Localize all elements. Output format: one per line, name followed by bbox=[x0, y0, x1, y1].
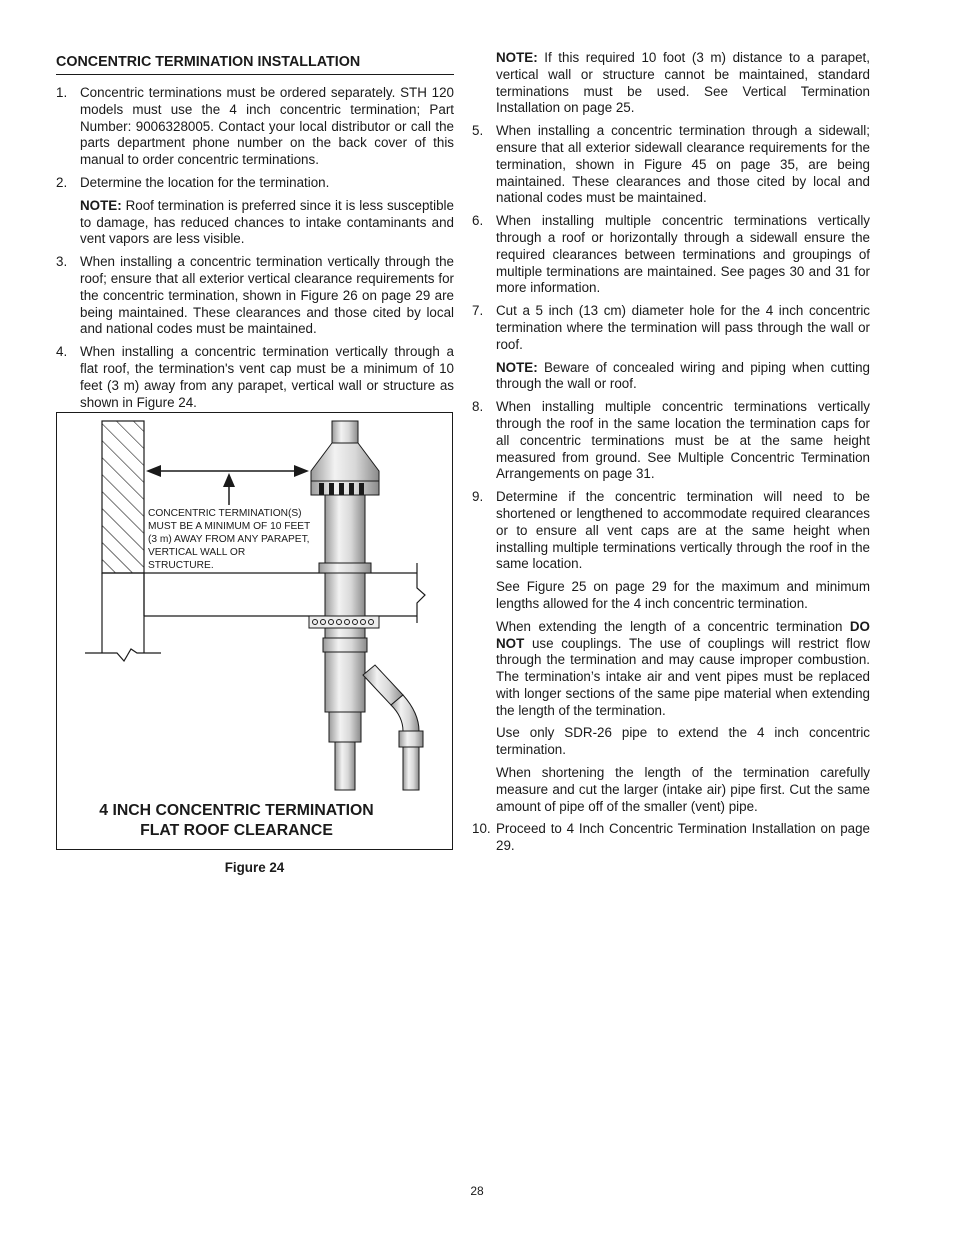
list-item-10 bbox=[472, 821, 870, 855]
list-number: 10. bbox=[472, 821, 491, 837]
list-item-4 bbox=[56, 344, 454, 411]
list-item-6 bbox=[472, 213, 870, 297]
roof-note bbox=[56, 198, 454, 248]
figure-caption bbox=[56, 860, 453, 877]
list-number: 5. bbox=[472, 123, 484, 139]
item9-paragraph-1: See Figure 25 on page 29 for the maximum and minimum lengths allowed for the 4 inch concentric termination. bbox=[496, 579, 870, 611]
item9-paragraph-4: When shortening the length of the termination carefully measure and cut the larger (intake air) pipe first. Cut the same amount of pipe off of the smaller (vent) pipe. bbox=[496, 765, 870, 814]
list-text: Concentric terminations must be ordered separately. STH 120 models must use the 4 inch concentric termination; Part Number: 9006328005. Contact your local distributor or call the parts department phone number on the back cover of this manual to order concentric terminations. bbox=[80, 85, 454, 168]
paragraph-text: use couplings. The use of couplings will restrict flow through the termination and may cause improper combustion. The termination’s intake air and vent pipes must be replaced with longer sections of the same pipe material when extending the length of the termination. bbox=[496, 635, 870, 718]
figure-title-line-2: FLAT ROOF CLEARANCE bbox=[140, 822, 333, 839]
left-column bbox=[56, 50, 454, 417]
callout-line: (3 m) AWAY FROM ANY PARAPET, bbox=[148, 534, 310, 545]
note-text: Beware of concealed wiring and piping when cutting through the wall or roof. bbox=[496, 359, 870, 392]
figure-title-line-1: 4 INCH CONCENTRIC TERMINATION bbox=[99, 802, 374, 819]
list-text: When installing a concentric termination through a sidewall; ensure that all exterior sidewall clearance requirements for the termination, shown in Figure 45 on page 35, are being maintained. These clearances and those cited by local and national codes must be maintained. bbox=[496, 123, 870, 206]
item9-paragraph-3: Use only SDR-26 pipe to extend the 4 inch concentric termination. bbox=[496, 725, 870, 758]
note-text: Roof termination is preferred since it is less susceptible to damage, has reduced chances to intake contaminants and vent vapors are less visible. bbox=[80, 197, 454, 247]
list-number: 9. bbox=[472, 489, 484, 505]
list-item-2 bbox=[56, 175, 454, 192]
list-text: Determine if the concentric termination will need to be shortened or lengthened to accommodate required clearances or to ensure all vent caps are at the same height when installing multiple terminations vertically through the roof in the same location. bbox=[496, 489, 870, 572]
distance-note bbox=[472, 50, 870, 117]
section-heading: CONCENTRIC TERMINATION INSTALLATION bbox=[56, 52, 454, 75]
list-number: 8. bbox=[472, 399, 484, 415]
list-item-5 bbox=[472, 123, 870, 207]
callout-line: VERTICAL WALL OR bbox=[148, 547, 246, 558]
callout-line: CONCENTRIC TERMINATION(S) bbox=[148, 508, 302, 519]
page-number: 28 bbox=[470, 1184, 484, 1198]
note-label: NOTE: bbox=[496, 359, 538, 375]
callout-line: MUST BE A MINIMUM OF 10 FEET bbox=[148, 521, 311, 532]
list-item-1 bbox=[56, 85, 454, 169]
note-label: NOTE: bbox=[496, 50, 538, 65]
list-number: 1. bbox=[56, 85, 68, 100]
list-item-9 bbox=[472, 489, 870, 573]
list-item-8 bbox=[472, 399, 870, 483]
list-number: 7. bbox=[472, 303, 484, 319]
callout-line: STRUCTURE. bbox=[148, 560, 214, 571]
concentric-termination-icon bbox=[309, 421, 423, 790]
flat-roof-clearance-diagram bbox=[57, 413, 454, 851]
right-column bbox=[472, 50, 870, 861]
paragraph-text: When extending the length of a concentric termination bbox=[496, 618, 843, 634]
clearance-callout bbox=[148, 507, 328, 572]
list-text: Cut a 5 inch (13 cm) diameter hole for the 4 inch concentric termination where the termination will pass through the wall or roof. bbox=[496, 303, 870, 352]
list-number: 4. bbox=[56, 344, 68, 360]
item9-paragraph-2 bbox=[472, 619, 870, 720]
figure-24-box bbox=[56, 412, 453, 850]
list-text: When installing multiple concentric terminations vertically through a roof or horizontally through a sidewall ensure the required clearances between terminations and groupings of multiple terminations are maintained. See pages 30 and 31 for more information. bbox=[496, 213, 870, 296]
list-item-3 bbox=[56, 254, 454, 338]
note-text: If this required 10 foot (3 m) distance to a parapet, vertical wall or structure cannot be maintained, standard terminations must be used. See Vertical Termination Installation on page 25. bbox=[496, 50, 870, 116]
note-label: NOTE: bbox=[80, 197, 122, 213]
list-number: 3. bbox=[56, 254, 68, 270]
roof-deck bbox=[102, 563, 425, 623]
list-number: 2. bbox=[56, 174, 68, 190]
figure-caption-text: Figure 24 bbox=[224, 860, 285, 875]
distance-arrow bbox=[146, 465, 309, 505]
list-text: When installing a concentric termination vertically through a flat roof, the termination's vent cap must be a minimum of 10 feet (3 m) away from any parapet, vertical wall or structure as shown in Figure 24. bbox=[80, 344, 454, 410]
list-item-7 bbox=[472, 303, 870, 353]
list-number: 6. bbox=[472, 213, 484, 229]
list-text: Proceed to 4 Inch Concentric Termination Installation on page 29. bbox=[496, 821, 870, 854]
figure-title bbox=[57, 801, 452, 841]
emphasis-text: DO NOT bbox=[496, 618, 870, 651]
list-text: When installing multiple concentric terminations vertically through the roof in the same location the termination caps for all concentric terminations must be at the same height measured from ground. See Multiple Concentric Termination Arrangements on page 31. bbox=[496, 399, 870, 482]
wiring-note bbox=[472, 360, 870, 394]
list-text: When installing a concentric termination vertically through the roof; ensure that all exterior vertical clearance requirements for the concentric termination, shown in Figure 26 on page 29 are being maintained. These clearances and those cited by local and national codes must be maintained. bbox=[80, 254, 454, 337]
list-text: Determine the location for the termination. bbox=[80, 174, 330, 190]
